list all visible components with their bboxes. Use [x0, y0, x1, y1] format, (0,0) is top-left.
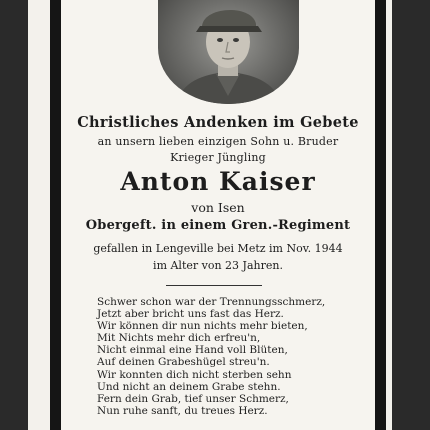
status-line: Krieger Jüngling: [170, 151, 266, 164]
poem-line: Jetzt aber bricht uns fast das Herz.: [97, 308, 284, 321]
poem-line: Nicht einmal eine Hand voll Blüten,: [97, 344, 288, 357]
death-place-date: gefallen in Lengeville bei Metz im Nov. 1944: [93, 242, 343, 255]
poem-line: Fern dein Grab, tief unser Schmerz,: [97, 392, 289, 405]
poem-line: Und nicht an deinem Grabe stehn.: [97, 380, 281, 393]
right-mourning-band: [375, 0, 386, 430]
age-at-death: im Alter von 23 Jahren.: [153, 259, 283, 272]
divider-line: [166, 285, 262, 286]
left-mourning-band: [50, 0, 61, 430]
poem-line: Auf deinen Grabeshügel streu'n.: [97, 356, 270, 369]
poem-line: Nun ruhe sanft, du treues Herz.: [97, 404, 268, 417]
poem-line: Schwer schon war der Trennungsschmerz,: [97, 296, 326, 308]
military-rank: Obergeft. in einem Gren.-Regiment: [85, 218, 351, 233]
deceased-name: Anton Kaiser: [120, 167, 316, 196]
poem-line: Mit Nichts mehr dich erfreu'n,: [97, 332, 261, 345]
memorial-poem: [97, 296, 367, 417]
hometown: von Isen: [191, 200, 245, 215]
poem-line: Wir können dir nun nichts mehr bieten,: [97, 320, 308, 333]
poem-line: Wir konnten dich nicht sterben sehn: [97, 368, 292, 381]
dedication-line: an unsern lieben einzigen Sohn u. Bruder: [97, 135, 339, 148]
memorial-heading: Christliches Andenken im Gebete: [77, 114, 359, 131]
